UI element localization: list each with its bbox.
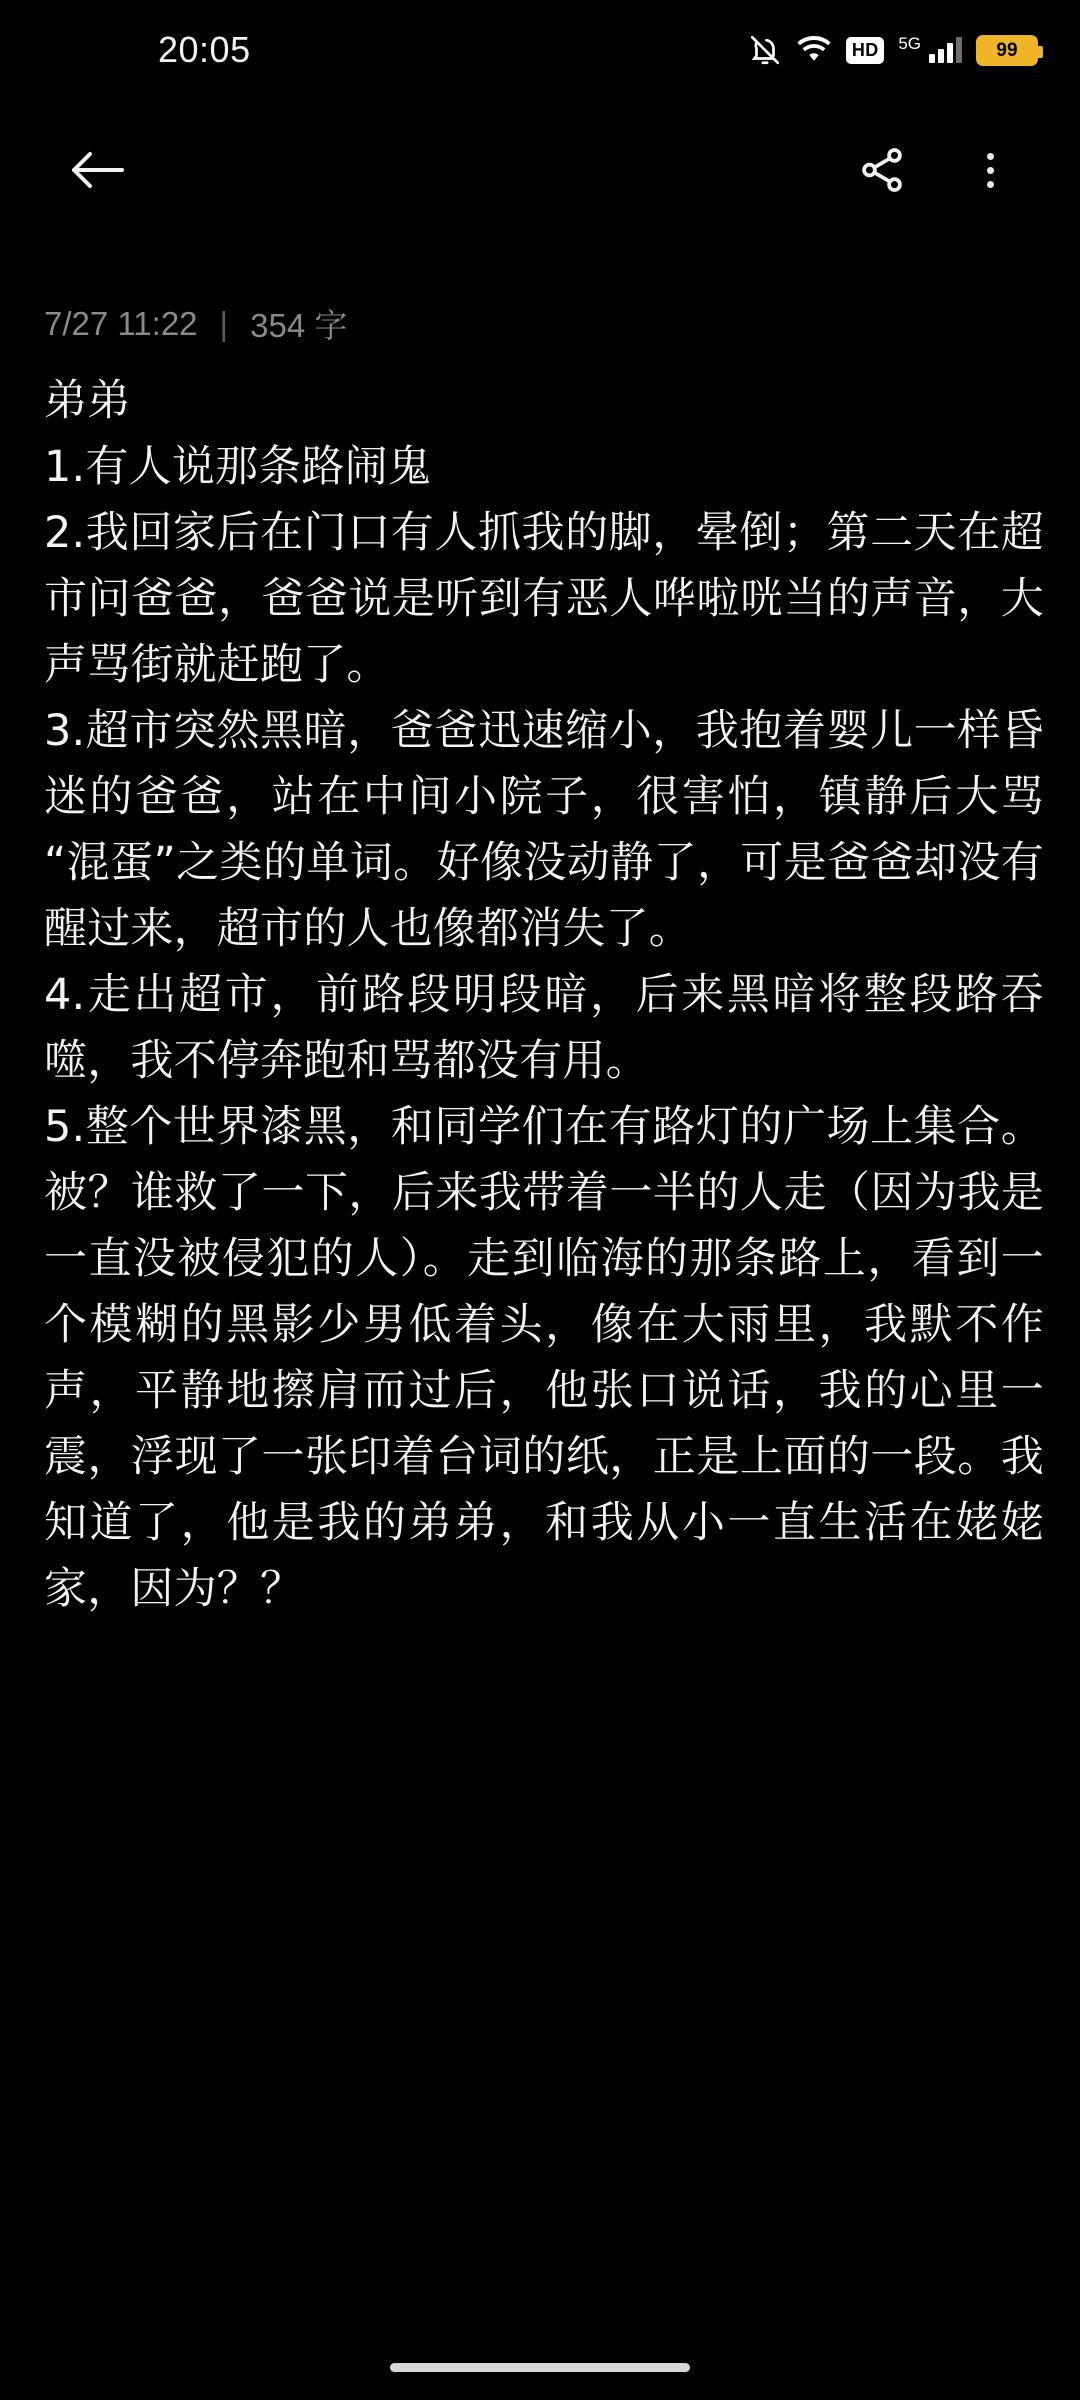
note-line: 5.整个世界漆黑，和同学们在有路灯的广场上集合。被？谁救了一下，后来我带着一半的人走（因为我是一直没被侵犯的人）。走到临海的那条路上，看到一个模糊的黑影少男低着头，像在大雨里，我默不作声，平静地擦肩而过后，他张口说话，我的心里一震，浮现了一张印着台词的纸，正是上面的一段。我知道了，他是我的弟弟，和我从小一直生活在姥姥家，因为？？ — [44, 1102, 1044, 1614]
signal-icon — [929, 37, 962, 63]
app-bar — [0, 108, 1080, 230]
share-button[interactable] — [836, 124, 928, 216]
note-line: 4.走出超市，前路段明段暗，后来黑暗将整段路吞噬，我不停奔跑和骂都没有用。 — [44, 970, 1044, 1086]
note-meta — [44, 300, 347, 347]
hd-icon: HD — [846, 37, 884, 64]
note-line: 弟弟 — [44, 376, 131, 426]
notifications-off-icon — [748, 33, 782, 67]
status-bar — [0, 0, 1080, 108]
home-gesture-bar[interactable] — [390, 2363, 690, 2372]
battery-level: 99 — [996, 39, 1018, 61]
more-options-button[interactable] — [944, 124, 1036, 216]
note-word-count: 354 字 — [250, 307, 348, 344]
more-vertical-icon — [987, 153, 994, 188]
status-time: 20:05 — [158, 29, 251, 70]
status-icons — [748, 33, 1038, 67]
note-timestamp: 7/27 11:22 — [44, 304, 198, 342]
note-content[interactable] — [44, 368, 1044, 1622]
share-icon — [857, 145, 907, 195]
meta-divider: | — [219, 304, 229, 342]
note-line: 1.有人说那条路闹鬼 — [44, 442, 432, 492]
note-line: 2.我回家后在门口有人抓我的脚，晕倒；第二天在超市问爸爸，爸爸说是听到有恶人哗啦咣当的声音，大声骂街就赶跑了。 — [44, 508, 1044, 690]
wifi-icon — [796, 35, 832, 65]
5g-icon: 5G — [898, 33, 921, 53]
back-arrow-icon — [70, 148, 126, 192]
battery-icon — [976, 35, 1038, 66]
note-line: 3.超市突然黑暗，爸爸迅速缩小，我抱着婴儿一样昏迷的爸爸，站在中间小院子，很害怕，镇静后大骂“混蛋”之类的单词。好像没动静了，可是爸爸却没有醒过来，超市的人也像都消失了。 — [44, 706, 1044, 954]
back-button[interactable] — [52, 124, 144, 216]
